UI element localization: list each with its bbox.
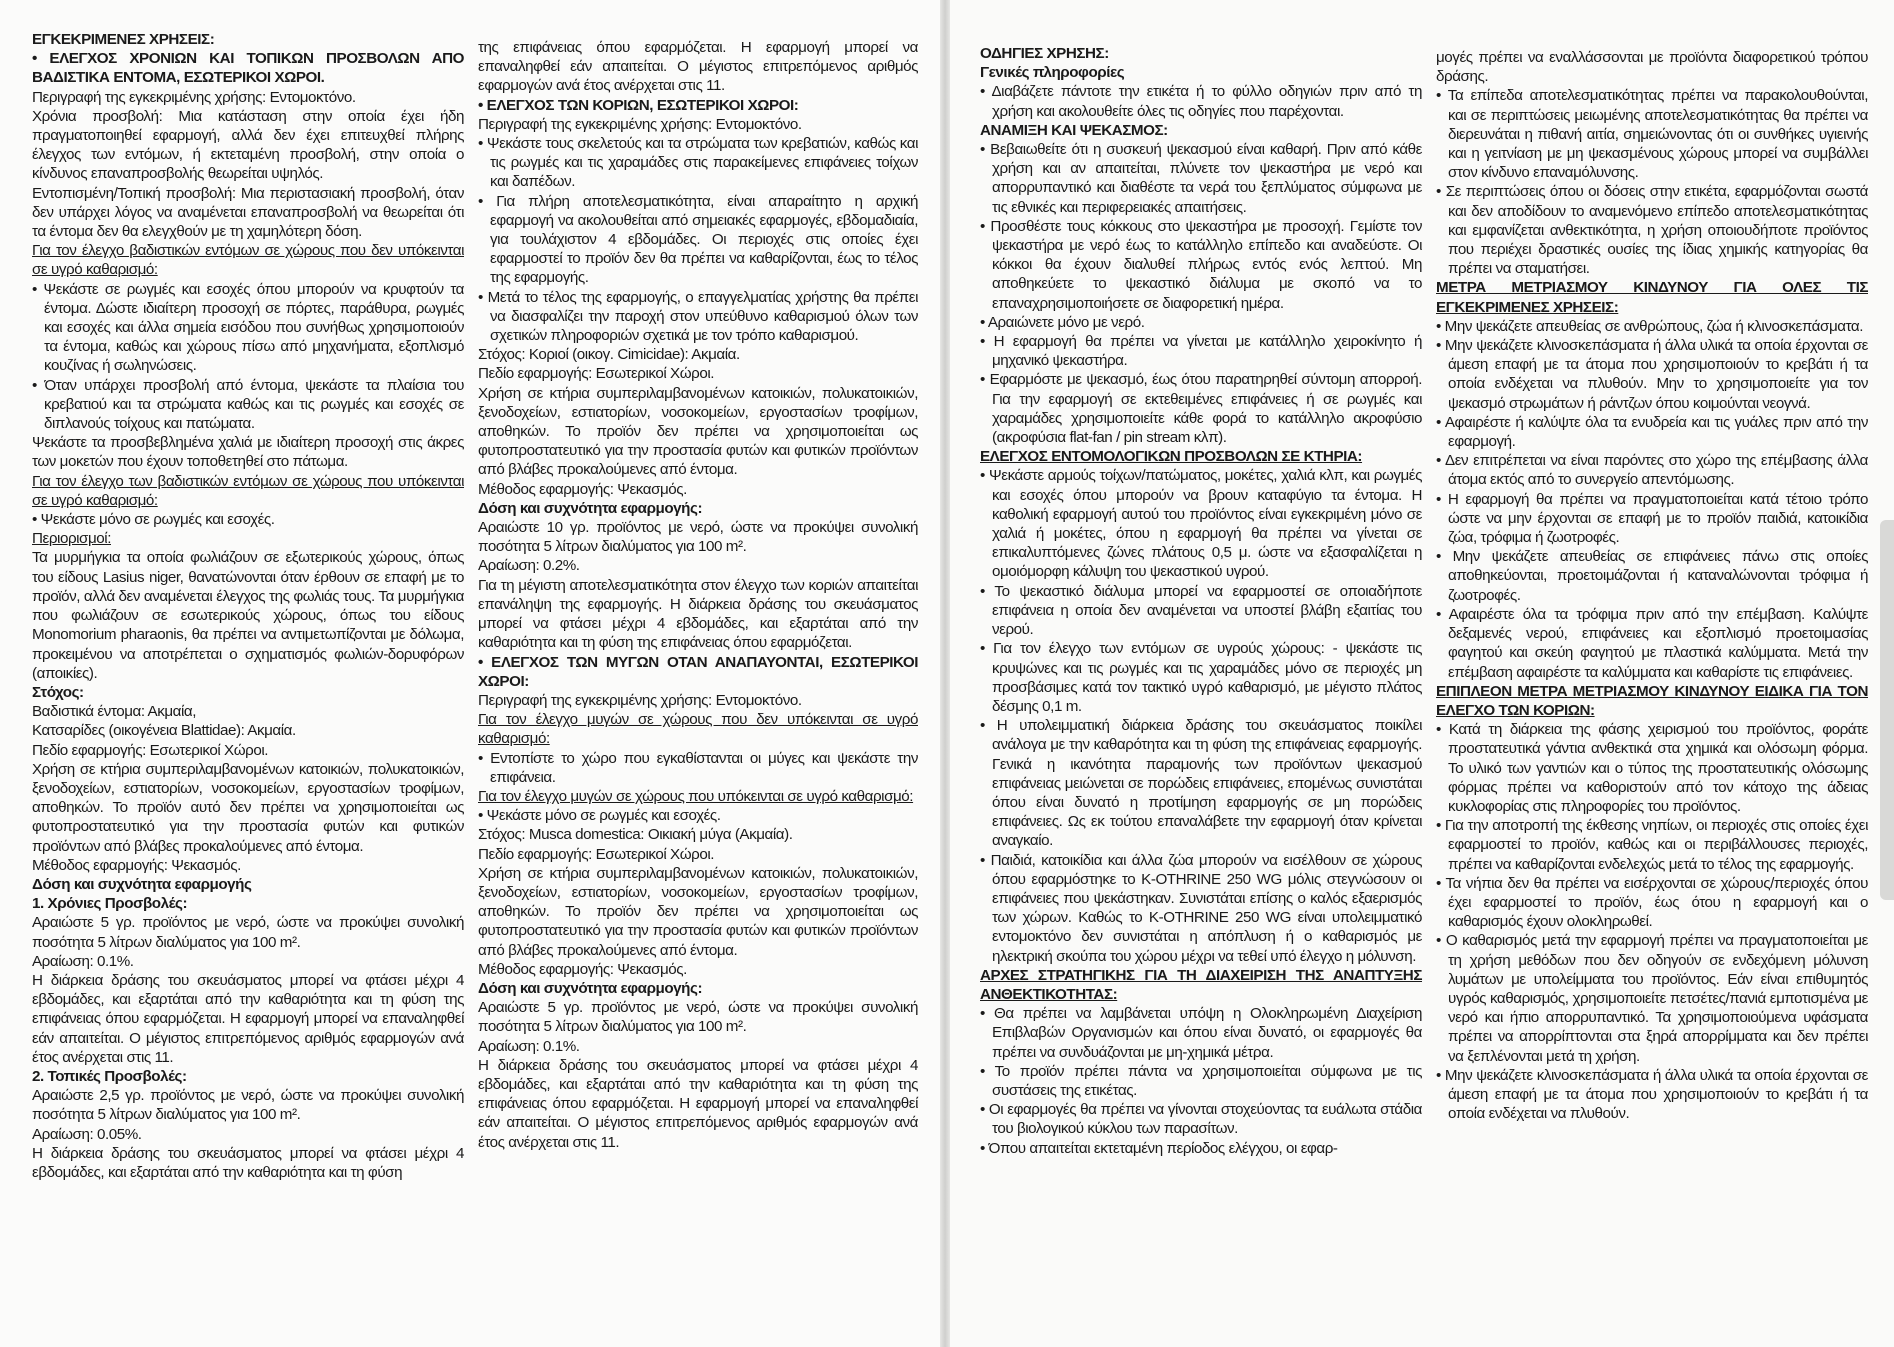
bold-label: Δόση και συχνότητα εφαρμογής bbox=[32, 875, 252, 893]
bold-label: 2. Τοπικές Προσβολές: bbox=[32, 1067, 187, 1085]
bullet-item: • Μετά το τέλος της εφαρμογής, ο επαγγελματίας χρήστης θα πρέπει να διασφαλίζει την παροχή στον υπεύθυνο καθαρισμού όλων των σχετικών πληροφοριών σχετικά με τον τρόπο καθαρισμού. bbox=[478, 288, 918, 346]
section-heading: ΑΝΑΜΙΞΗ ΚΑΙ ΨΕΚΑΣΜΟΣ: bbox=[980, 121, 1168, 139]
section-heading: • ΕΛΕΓΧΟΣ ΧΡΟΝΙΩΝ ΚΑΙ ΤΟΠΙΚΩΝ ΠΡΟΣΒΟΛΩΝ ΑΠΟ ΒΑΔΙΣΤΙΚΑ ΕΝΤΟΜΑ, ΕΣΩΤΕΡΙΚΟΙ ΧΩΡΟΙ. bbox=[32, 50, 464, 87]
bullet-item: • Αφαιρέστε ή καλύψτε όλα τα ενυδρεία και τις γυάλες πριν από την εφαρμογή. bbox=[1436, 413, 1868, 451]
paragraph: Εντοπισμένη/Τοπική προσβολή: Μια περιστασιακή προσβολή, όταν δεν υπάρχει λόγος να αναμένεται επαναπροσβολή να θεωρείται ότι τα έντομα δεν θα ελεγχθούν με τη χαμηλότερη δόση. bbox=[32, 184, 464, 241]
paragraph: Χρήση σε κτήρια συμπεριλαμβανομένων κατοικιών, πολυκατοικιών, ξενοδοχείων, εστιατορίων, νοσοκομείων, εργοστασίων τροφίμων, αποθηκών. Το προϊόν δεν πρέπει να χρησιμοποιείται ως φυτοπροστατευτικό για την προστασία φυτών και φυτικών προϊόντων από βλάβες προκαλούμενες από έντομα. bbox=[478, 384, 918, 479]
right-page bbox=[950, 0, 1894, 1347]
bullet-item: • Ψεκάστε σε ρωγμές και εσοχές όπου μπορούν να κρυφτούν τα έντομα. Δώστε ιδιαίτερη προσοχή σε πόρτες, παράθυρα, ρωγμές και εσοχές και άλλα σημεία εισόδου που συνήθως χρησιμοποιούν τα έντομα, καθώς και χώρους πίσω από μηχανήματα, εξοπλισμό κουζίνας ή σωληνώσεις. bbox=[32, 280, 464, 376]
paragraph: Χρήση σε κτήρια συμπεριλαμβανομένων κατοικιών, πολυκατοικιών, ξενοδοχείων, εστιατορίων, νοσοκομείων, εργοστασίων τροφίμων, αποθηκών. Το προϊόν αυτό δεν πρέπει να χρησιμοποιείται ως φυτοπροστατευτικό για την προστασία φυτών και φυτικών προϊόντων από βλάβες προκαλούμενες από έντομα. bbox=[32, 760, 464, 855]
bullet-item: • Διαβάζετε πάντοτε την ετικέτα ή το φύλλο οδηγιών πριν από τη χρήση και ακολουθείτε όλες τις οδηγίες που παρέχονται. bbox=[980, 82, 1422, 120]
bullet-item: • Βεβαιωθείτε ότι η συσκευή ψεκασμού είναι καθαρή. Πριν από κάθε χρήση και αν απαιτείται, πλύνετε τον ψεκαστήρα με νερό και απορρυπαντικό και διαθέστε τα νερά του ξεπλύματος σύμφωνα με τις εθνικές και περιφερειακές απαιτήσεις. bbox=[980, 140, 1422, 217]
bullet-item: • Όταν υπάρχει προσβολή από έντομα, ψεκάστε τα πλαίσια του κρεβατιού και τα στρώματα καθώς και τις ρωγμές και εσοχές σε διπλανούς τοίχους και πατώματα. bbox=[32, 376, 464, 434]
page-tab bbox=[1880, 520, 1894, 900]
paragraph: Περιγραφή της εγκεκριμένης χρήσης: Εντομοκτόνο. bbox=[32, 88, 356, 106]
paragraph: Αραίωση: 0.2%. bbox=[478, 557, 580, 575]
bullet-item: • Σε περιπτώσεις όπου οι δόσεις στην ετικέτα, εφαρμόζονται σωστά και δεν αποδίδουν το αναμενόμενο επίπεδο αποτελεσματικότητας και εμφανίζεται ανθεκτικότητα, η χρήση οποιουδήποτε προϊόντος που περιέχει δραστικές ουσίες της ίδιας χημικής κατηγορίας θα πρέπει να σταματήσει. bbox=[1436, 182, 1868, 278]
underlined-heading: ΑΡΧΕΣ ΣΤΡΑΤΗΓΙΚΗΣ ΓΙΑ ΤΗ ΔΙΑΧΕΙΡΙΣΗ ΤΗΣ ΑΝΑΠΤΥΞΗΣ ΑΝΘΕΚΤΙΚΟΤΗΤΑΣ: bbox=[980, 966, 1422, 1003]
bullet-item: • Για τον έλεγχο των εντόμων σε υγρούς χώρους: - ψεκάστε τις κρυψώνες και τις ρωγμές και τις χαραμάδες μόνο σε περιοχές μη προσβάσιμες κατά τον τακτικό υγρό καθαρισμό, με μέγιστο πλάτος δέσμης 0,1 m. bbox=[980, 639, 1422, 716]
bullet-item: • Αφαιρέστε όλα τα τρόφιμα πριν από την επέμβαση. Καλύψτε δεξαμενές νερού, επιφάνειες και εξοπλισμό προετοιμασίας φαγητού και σκεύη φαγητού με πλαστικά καλύμματα. Μετά την επέμβαση αφαιρέστε τα καλύμματα και καθαρίστε τις επιφάνειες. bbox=[1436, 605, 1868, 682]
paragraph: Η διάρκεια δράσης του σκευάσματος μπορεί να φτάσει μέχρι 4 εβδομάδες, και εξαρτάται από την καθαριότητα και τη φύση της επιφάνειας όπου εφαρμόζεται. Η εφαρμογή μπορεί να επαναληφθεί εάν απαιτείται. Ο μέγιστος επιτρεπόμενος αριθμός εφαρμογών ανά έτος ανέρχεται στις 11. bbox=[32, 971, 464, 1066]
right-column-2 bbox=[1436, 48, 1868, 1123]
bullet-item: • Εφαρμόστε με ψεκασμό, έως ότου παρατηρηθεί σύντομη απορροή. Για την εφαρμογή σε εκτεθειμένες επιφάνειες ή σε ρωγμές και χαραμάδες χρησιμοποιείτε κάθε φορά το κατάλληλο ακροφύσιο (ακροφύσια flat-fan / pin stream κλπ). bbox=[980, 370, 1422, 447]
bullet-item: • Ψεκάστε μόνο σε ρωγμές και εσοχές. bbox=[32, 510, 464, 529]
left-column-1 bbox=[32, 30, 464, 1182]
paragraph: Μέθοδος εφαρμογής: Ψεκασμός. bbox=[32, 856, 241, 874]
paragraph: Μέθοδος εφαρμογής: Ψεκασμός. bbox=[478, 960, 687, 978]
paragraph: Πεδίο εφαρμογής: Εσωτερικοί Χώροι. bbox=[478, 845, 715, 863]
paragraph: Αραιώστε 5 γρ. προϊόντος με νερό, ώστε να προκύψει συνολική ποσότητα 5 λίτρων διαλύματος για 100 m². bbox=[32, 914, 464, 951]
bullet-item: • Ψεκάστε αρμούς τοίχων/πατώματος, μοκέτες, χαλιά κλπ, και ρωγμές και εσοχές όπου μπορούν να βρουν καταφύγιο τα έντομα. Η καθολική εφαρμογή αυτού του προϊόντος είναι εγκεκριμένη μόνο σε χαλιά ή μοκέτες, όπου η εφαρμογή θα πρέπει να γίνεται σε επικαλυπτόμενες ζώνες πλάτους 0,5 μ. ώστε να εξασφαλίζεται η ομοιόμορφη κάλυψη του ψεκαστικού υγρού. bbox=[980, 466, 1422, 581]
bullet-item: • Για πλήρη αποτελεσματικότητα, είναι απαραίτητο η αρχική εφαρμογή να ακολουθείται από σημειακές εφαρμογές, εβδομαδιαία, για τουλάχιστον 4 εβδομάδες. Οι περιοχές στις οποίες έχει εφαρμοστεί το προϊόν δεν θα πρέπει να καθαρίζονται, έως το τέλος της εφαρμογής. bbox=[478, 192, 918, 288]
bullet-item: • Ο καθαρισμός μετά την εφαρμογή πρέπει να πραγματοποιείται με τη χρήση μεθόδων που δεν οδηγούν σε ενδεχόμενη μόλυνση λυμάτων με υπολείμματα του προϊόντος. Εάν είναι επιθυμητός υγρός καθαρισμός, χρησιμοποιείτε πετσέτες/πανιά εμποτισμένα με νερό και ήπιο απορρυπαντικό. Τα χρησιμοποιούμενα υφάσματα πρέπει να απορρίπτονται στα ξηρά απορρίμματα και δεν πρέπει να ξεπλένονται μετά τη χρήση. bbox=[1436, 931, 1868, 1065]
bullet-item: • Τα επίπεδα αποτελεσματικότητας πρέπει να παρακολουθούνται, και σε περιπτώσεις μειωμένης αποτελεσματικότητας θα πρέπει να διερευνάται η πιθανή αιτία, σημειώνοντας ότι οι συνθήκες υγιεινής και η γειτνίαση με μη ψεκασμένους χώρους μπορεί να συμβάλλει στον κίνδυνο επαναμόλυνσης. bbox=[1436, 86, 1868, 182]
bold-label: Στόχος: bbox=[32, 683, 84, 701]
bullet-item: • Οι εφαρμογές θα πρέπει να γίνονται στοχεύοντας τα ευάλωτα στάδια του βιολογικού κύκλου των παρασίτων. bbox=[980, 1100, 1422, 1138]
bullet-item: • Παιδιά, κατοικίδια και άλλα ζώα μπορούν να εισέλθουν σε χώρους όπου εφαρμόστηκε το K-OTHRINE 250 WG μόλις στεγνώσουν οι επιφάνειες που ψεκάστηκαν. Συνιστάται επίσης ο καλός εξαερισμός των χώρων. Καθώς το K-OTHRINE 250 WG είναι υπολειμματικό εντομοκτόνο δεν συνιστάται η απόπλυση ή ο καθαρισμός με ηλεκτρική σκούπα του χώρου μέχρι να τεθεί υπό έλεγχο η μόλυνση. bbox=[980, 851, 1422, 966]
underlined-subheading: Για τον έλεγχο των βαδιστικών εντόμων σε χώρους που υπόκεινται σε υγρό καθαρισμό: bbox=[32, 472, 464, 509]
underlined-subheading: Για τον έλεγχο μυγών σε χώρους που υπόκεινται σε υγρό καθαρισμό: bbox=[478, 787, 914, 805]
underlined-heading: ΕΠΙΠΛΕΟΝ ΜΕΤΡΑ ΜΕΤΡΙΑΣΜΟΥ ΚΙΝΔΥΝΟΥ ΕΙΔΙΚΑ ΓΙΑ ΤΟΝ ΕΛΕΓΧΟ ΤΩΝ ΚΟΡΙΩΝ: bbox=[1436, 682, 1868, 719]
paragraph: Για τη μέγιστη αποτελεσματικότητα στον έλεγχο των κοριών απαιτείται επανάληψη της εφαρμογής. Η διάρκεια δράσης του σκευάσματος μπορεί να φτάσει μέχρι 4 εβδομάδες, και εξαρτάται από την καθαριότητα και τη φύση της επιφάνειας όπου εφαρμόζεται. bbox=[478, 576, 918, 652]
bullet-item: • Ψεκάστε μόνο σε ρωγμές και εσοχές. bbox=[478, 806, 918, 825]
paragraph: Πεδίο εφαρμογής: Εσωτερικοί Χώροι. bbox=[32, 741, 269, 759]
paragraph: Η διάρκεια δράσης του σκευάσματος μπορεί να φτάσει μέχρι 4 εβδομάδες, και εξαρτάται από την καθαριότητα και τη φύση bbox=[32, 1144, 464, 1181]
bullet-item: • Το προϊόν πρέπει πάντα να χρησιμοποιείται σύμφωνα με τις συστάσεις της ετικέτας. bbox=[980, 1062, 1422, 1100]
section-heading: • ΕΛΕΓΧΟΣ ΤΩΝ ΜΥΓΩΝ ΟΤΑΝ ΑΝΑΠΑΥΟΝΤΑΙ, ΕΣΩΤΕΡΙΚΟΙ ΧΩΡΟΙ: bbox=[478, 653, 918, 690]
bullet-item: • Προσθέστε τους κόκκους στο ψεκαστήρα με προσοχή. Γεμίστε τον ψεκαστήρα με νερό έως το κατάλληλο επίπεδο και αναδεύστε. Οι κόκκοι θα έχουν διαλυθεί πλήρως εντός ενός λεπτού. Μη αποθηκεύετε το ψεκαστικό διάλυμα με σκοπό να το επαναχρησιμοποιήσετε σε διαφορετική ημέρα. bbox=[980, 217, 1422, 313]
bold-label: 1. Χρόνιες Προσβολές: bbox=[32, 895, 188, 913]
section-heading: • ΕΛΕΓΧΟΣ ΤΩΝ ΚΟΡΙΩΝ, ΕΣΩΤΕΡΙΚΟΙ ΧΩΡΟΙ: bbox=[478, 96, 799, 114]
bullet-item: • Κατά τη διάρκεια της φάσης χειρισμού του προϊόντος, φοράτε προστατευτικά γάντια ανθεκτικά στα χημικά και ολόσωμη φόρμα. Το υλικό των γαντιών και ο τύπος της προστατευτικής ολόσωμης φόρμας πρέπει να καθοριστούν από τον κάτοχο της άδειας κυκλοφορίας στις πληροφορίες του προϊόντος. bbox=[1436, 720, 1868, 816]
paragraph: Περιγραφή της εγκεκριμένης χρήσης: Εντομοκτόνο. bbox=[478, 115, 802, 133]
bullet-item: • Μην ψεκάζετε απευθείας σε επιφάνειες πάνω στις οποίες αποθηκεύονται, προετοιμάζονται ή καταναλώνονται τρόφιμα ή ζωοτροφές. bbox=[1436, 547, 1868, 605]
paragraph: Αραιώστε 2,5 γρ. προϊόντος με νερό, ώστε να προκύψει συνολική ποσότητα 5 λίτρων διαλύματος για 100 m². bbox=[32, 1087, 464, 1124]
bullet-item: • Μην ψεκάζετε κλινοσκεπάσματα ή άλλα υλικά τα οποία έρχονται σε άμεση επαφή με τα άτομα που χρησιμοποιούν το κρεβάτι ή τα οποία ενδέχεται να πλυθούν. bbox=[1436, 1066, 1868, 1124]
paragraph: Τα μυρμήγκια τα οποία φωλιάζουν σε εξωτερικούς χώρους, όπως του είδους Lasius niger, θανατώνονται όταν έρθουν σε επαφή με το προϊόν, αλλά δεν αναμένεται έλεγχος της φωλιάς τους. Τα μυρμήγκια που φωλιάζουν σε εσωτερικούς χώρους, όπως του είδους Monomorium pharaonis, θα πρέπει να αντιμετωπίζονται με δόλωμα, προκειμένου να αποτρέπεται ο σχηματισμός φωλιών-δορυφόρων (αποικίες). bbox=[32, 549, 464, 682]
paragraph: Αραιώστε 10 γρ. προϊόντος με νερό, ώστε να προκύψει συνολική ποσότητα 5 λίτρων διαλύματος για 100 m². bbox=[478, 519, 918, 556]
paragraph: Αραίωση: 0.1%. bbox=[32, 952, 134, 970]
bullet-item: • Όπου απαιτείται εκτεταμένη περίοδος ελέγχου, οι εφαρ- bbox=[980, 1139, 1422, 1158]
bullet-item: • Τα νήπια δεν θα πρέπει να εισέρχονται σε χώρους/περιοχές όπου έχει εφαρμοστεί το προϊόν, έως ότου η εφαρμογή και ο καθαρισμός έχουν ολοκληρωθεί. bbox=[1436, 874, 1868, 932]
paragraph: Περιγραφή της εγκεκριμένης χρήσης: Εντομοκτόνο. bbox=[478, 691, 802, 709]
bullet-item: • Εντοπίστε το χώρο που εγκαθίστανται οι μύγες και ψεκάστε την επιφάνεια. bbox=[478, 749, 918, 787]
paragraph: Χρήση σε κτήρια συμπεριλαμβανομένων κατοικιών, πολυκατοικιών, ξενοδοχείων, εστιατορίων, νοσοκομείων, εργοστασίων τροφίμων, αποθηκών. Το προϊόν δεν πρέπει να χρησιμοποιείται ως φυτοπροστατευτικό για την προστασία φυτών και φυτικών προϊόντων από βλάβες προκαλούμενες από έντομα. bbox=[478, 864, 918, 959]
bullet-item: • Το ψεκαστικό διάλυμα μπορεί να εφαρμοστεί σε οποιαδήποτε επιφάνεια η οποία δεν αναμένεται να υποστεί βλάβη εξαιτίας του νερού. bbox=[980, 582, 1422, 640]
left-column-2 bbox=[478, 38, 918, 1152]
bold-label: Γενικές πληροφορίες bbox=[980, 64, 1125, 82]
paragraph: μογές πρέπει να εναλλάσσονται με προϊόντα διαφορετικού τρόπου δράσης. bbox=[1436, 49, 1868, 86]
right-column-1 bbox=[980, 44, 1422, 1158]
paragraph: Βαδιστικά έντομα: Ακμαία, bbox=[32, 703, 196, 721]
bullet-item: • Μην ψεκάζετε απευθείας σε ανθρώπους, ζώα ή κλινοσκεπάσματα. bbox=[1436, 317, 1868, 336]
section-heading: ΟΔΗΓΙΕΣ ΧΡΗΣΗΣ: bbox=[980, 45, 1109, 62]
paragraph: Αραίωση: 0.05%. bbox=[32, 1125, 142, 1143]
underlined-heading: ΕΛΕΓΧΟΣ ΕΝΤΟΜΟΛΟΓΙΚΩΝ ΠΡΟΣΒΟΛΩΝ ΣΕ ΚΤΗΡΙΑ: bbox=[980, 448, 1363, 466]
bullet-item: • Ψεκάστε τους σκελετούς και τα στρώματα των κρεβατιών, καθώς και τις ρωγμές και τις χαραμάδες στις παρακείμενες επιφάνειες τοίχων και δαπέδων. bbox=[478, 134, 918, 192]
underlined-subheading: Για τον έλεγχο βαδιστικών εντόμων σε χώρους που δεν υπόκεινται σε υγρό καθαρισμό: bbox=[32, 242, 464, 279]
bullet-item: • Θα πρέπει να λαμβάνεται υπόψη η Ολοκληρωμένη Διαχείριση Επιβλαβών Οργανισμών και όπου είναι δυνατό, οι εφαρμογές θα πρέπει να συνδυάζονται με μη-χημικά μέτρα. bbox=[980, 1004, 1422, 1062]
paragraph: Μέθοδος εφαρμογής: Ψεκασμός. bbox=[478, 480, 687, 498]
paragraph: Πεδίο εφαρμογής: Εσωτερικοί Χώροι. bbox=[478, 365, 715, 383]
bullet-item: • Για την αποτροπή της έκθεσης νηπίων, οι περιοχές στις οποίες έχει εφαρμοστεί το προϊόν, καθώς και οι περιβάλλουσες περιοχές, πρέπει να καθαρίζονται ενδελεχώς μετά το τέλος της εφαρμογής. bbox=[1436, 816, 1868, 874]
paragraph: Αραιώστε 5 γρ. προϊόντος με νερό, ώστε να προκύψει συνολική ποσότητα 5 λίτρων διαλύματος για 100 m². bbox=[478, 999, 918, 1036]
bullet-item: • Η υπολειμματική διάρκεια δράσης του σκευάσματος ποικίλει ανάλογα με την καθαρότητα και τη φύση της επιφάνειας εφαρμογής. Γενικά η ικανότητα παραμονής των προϊόντων ψεκασμού επιφάνειας μειώνεται σε πορώδεις επιφάνειες, επομένως συνιστάται όπου είναι δυνατό η προτίμηση εφαρμογής σε μη πορώδεις επιφάνειες. Ως εκ τούτου επαναλάβετε την εφαρμογή όταν κρίνεται αναγκαίο. bbox=[980, 716, 1422, 850]
underlined-subheading: Περιορισμοί: bbox=[32, 530, 111, 548]
paragraph: Αραίωση: 0.1%. bbox=[478, 1037, 580, 1055]
paragraph: Ψεκάστε τα προσβεβλημένα χαλιά με ιδιαίτερη προσοχή στις άκρες των μοκετών που έχουν τοποθετηθεί στο πάτωμα. bbox=[32, 434, 464, 471]
bold-label: Δόση και συχνότητα εφαρμογής: bbox=[478, 979, 703, 997]
bullet-item: • Η εφαρμογή θα πρέπει να γίνεται με κατάλληλο χειροκίνητο ή μηχανικό ψεκαστήρα. bbox=[980, 332, 1422, 370]
section-heading: ΕΓΚΕΚΡΙΜΕΝΕΣ ΧΡΗΣΕΙΣ: bbox=[32, 31, 215, 48]
bullet-item: • Δεν επιτρέπεται να είναι παρόντες στο χώρο της επέμβασης άλλα άτομα εκτός από το συνεργείο απεντόμωσης. bbox=[1436, 451, 1868, 489]
bullet-item: • Αραιώνετε μόνο με νερό. bbox=[980, 313, 1422, 332]
bold-label: Δόση και συχνότητα εφαρμογής: bbox=[478, 499, 703, 517]
bullet-item: • Η εφαρμογή θα πρέπει να πραγματοποιείται κατά τέτοιο τρόπο ώστε να μην έρχονται σε επαφή με το προϊόν παιδιά, κατοικίδια ζώα, τρόφιμα ή ζωοτροφές. bbox=[1436, 490, 1868, 548]
underlined-heading: ΜΕΤΡΑ ΜΕΤΡΙΑΣΜΟΥ ΚΙΝΔΥΝΟΥ ΓΙΑ ΟΛΕΣ ΤΙΣ ΕΓΚΕΚΡΙΜΕΝΕΣ ΧΡΗΣΕΙΣ: bbox=[1436, 279, 1868, 316]
underlined-subheading: Για τον έλεγχο μυγών σε χώρους που δεν υπόκεινται σε υγρό καθαρισμό: bbox=[478, 711, 918, 748]
paragraph: Στόχος: Musca domestica: Οικιακή μύγα (Ακμαία). bbox=[478, 826, 793, 844]
paragraph: Στόχος: Κοριοί (οικογ. Cimicidae): Ακμαία. bbox=[478, 346, 740, 364]
left-page bbox=[0, 0, 940, 1347]
paragraph: Η διάρκεια δράσης του σκευάσματος μπορεί να φτάσει μέχρι 4 εβδομάδες, και εξαρτάται από την καθαριότητα και τη φύση της επιφάνειας όπου εφαρμόζεται. Η εφαρμογή μπορεί να επαναληφθεί εάν απαιτείται. Ο μέγιστος επιτρεπόμενος αριθμός εφαρμογών ανά έτος ανέρχεται στις 11. bbox=[478, 1056, 918, 1151]
paragraph: της επιφάνειας όπου εφαρμόζεται. Η εφαρμογή μπορεί να επαναληφθεί εάν απαιτείται. Ο μέγιστος επιτρεπόμενος αριθμός εφαρμογών ανά έτος ανέρχεται στις 11. bbox=[478, 39, 918, 95]
paragraph: Χρόνια προσβολή: Μια κατάσταση στην οποία έχει ήδη πραγματοποιηθεί εφαρμογή, αλλά δεν έχει επιτευχθεί πλήρης έλεγχος των εντόμων, ή εκτεταμένη προσβολή, στην οποία ο κίνδυνος επαναπροσβολής θεωρείται υψηλός. bbox=[32, 107, 464, 183]
bullet-item: • Μην ψεκάζετε κλινοσκεπάσματα ή άλλα υλικά τα οποία έρχονται σε άμεση επαφή με τα άτομα που χρησιμοποιούν το κρεβάτι ή τα οποία ενδέχεται να πλυθούν. Μην το χρησιμοποιείτε για τον ψεκασμό στρωμάτων ή ράντζων όπου κοιμούνται νεογνά. bbox=[1436, 336, 1868, 413]
paragraph: Κατσαρίδες (οικογένεια Blattidae): Ακμαία. bbox=[32, 722, 296, 740]
book-gutter bbox=[940, 0, 950, 1347]
